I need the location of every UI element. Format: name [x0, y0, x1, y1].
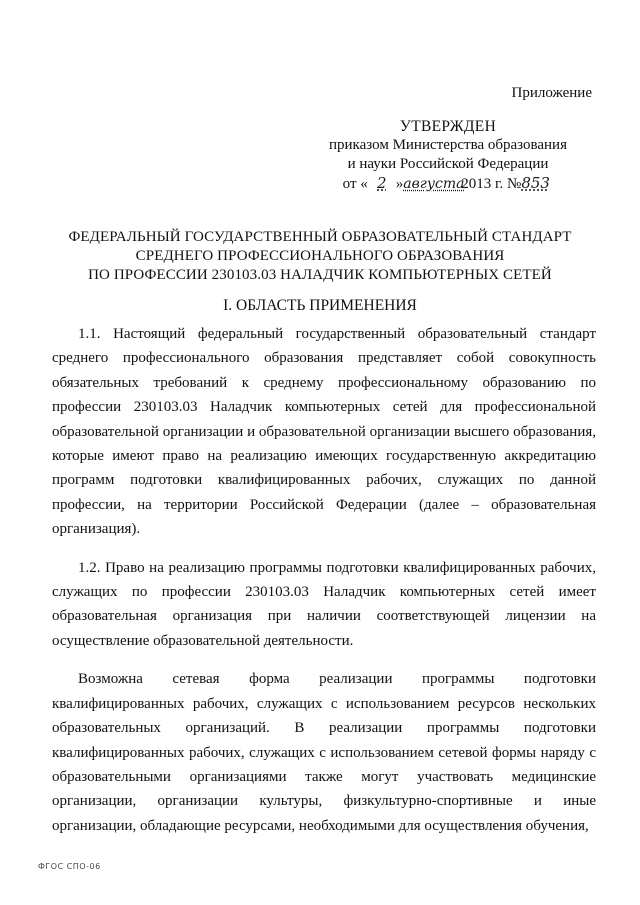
footer-code: ФГОС СПО-06: [38, 862, 101, 871]
section-heading: I. ОБЛАСТЬ ПРИМЕНЕНИЯ: [223, 297, 417, 314]
approval-date-line: [318, 174, 578, 194]
appendix-label: Приложение: [511, 85, 592, 101]
paragraph-network-form: Возможна сетевая форма реализации программы подготовки квалифицированных рабочих, служащих с использованием ресурсов нескольких образовательных организаций. В реализации программы подготовки квалифицированных рабочих, служащих с использованием сетевой формы наряду с образовательными организациями также могут участвовать медицинские организации, организации культуры, физкультурно-спортивные и иные организации, обладающие ресурсами, необходимыми для осуществления обучения,: [52, 671, 596, 834]
document-title: [40, 228, 600, 285]
approval-line-1: приказом Министерства образования: [329, 137, 567, 153]
section-body: [52, 322, 596, 838]
approval-line-2: и науки Российской Федерации: [347, 156, 549, 172]
title-line-1: ФЕДЕРАЛЬНЫЙ ГОСУДАРСТВЕННЫЙ ОБРАЗОВАТЕЛЬНЫЙ СТАНДАРТ: [68, 229, 572, 245]
approved-title: УТВЕРЖДЕН: [399, 118, 497, 135]
approval-stamp: [318, 117, 578, 194]
title-line-2: СРЕДНЕГО ПРОФЕССИОНАЛЬНОГО ОБРАЗОВАНИЯ: [135, 248, 505, 264]
year-text: 2013 г. №: [461, 176, 522, 192]
paragraph-1-1: 1.1. Настоящий федеральный государственный образовательный стандарт среднего профессионального образования представляет собой совокупность обязательных требований к среднему профессиональному образованию по профессии 230103.03 Наладчик компьютерных сетей для профессиональной образовательной организации и образовательной организации высшего образования, которые имеют право на реализацию имеющих государственную аккредитацию программ подготовки квалифицированных рабочих, служащих по данной профессии, на территории Российской Федерации (далее – образовательная организация).: [52, 326, 596, 538]
paragraph-1-2: 1.2. Право на реализацию программы подготовки квалифицированных рабочих, служащих по профессии 230103.03 Наладчик компьютерных сетей имеет образовательная организация при наличии соответствующей лицензии на осуществление образовательной деятельности.: [52, 559, 596, 649]
handwritten-order-number: 853: [521, 174, 550, 192]
handwritten-month: августа: [403, 176, 465, 192]
from-label: от «: [342, 176, 368, 192]
title-line-3: ПО ПРОФЕССИИ 230103.03 НАЛАДЧИК КОМПЬЮТЕРНЫХ СЕТЕЙ: [88, 267, 552, 283]
handwritten-day: 2: [377, 174, 387, 192]
quote-close: »: [395, 176, 404, 192]
